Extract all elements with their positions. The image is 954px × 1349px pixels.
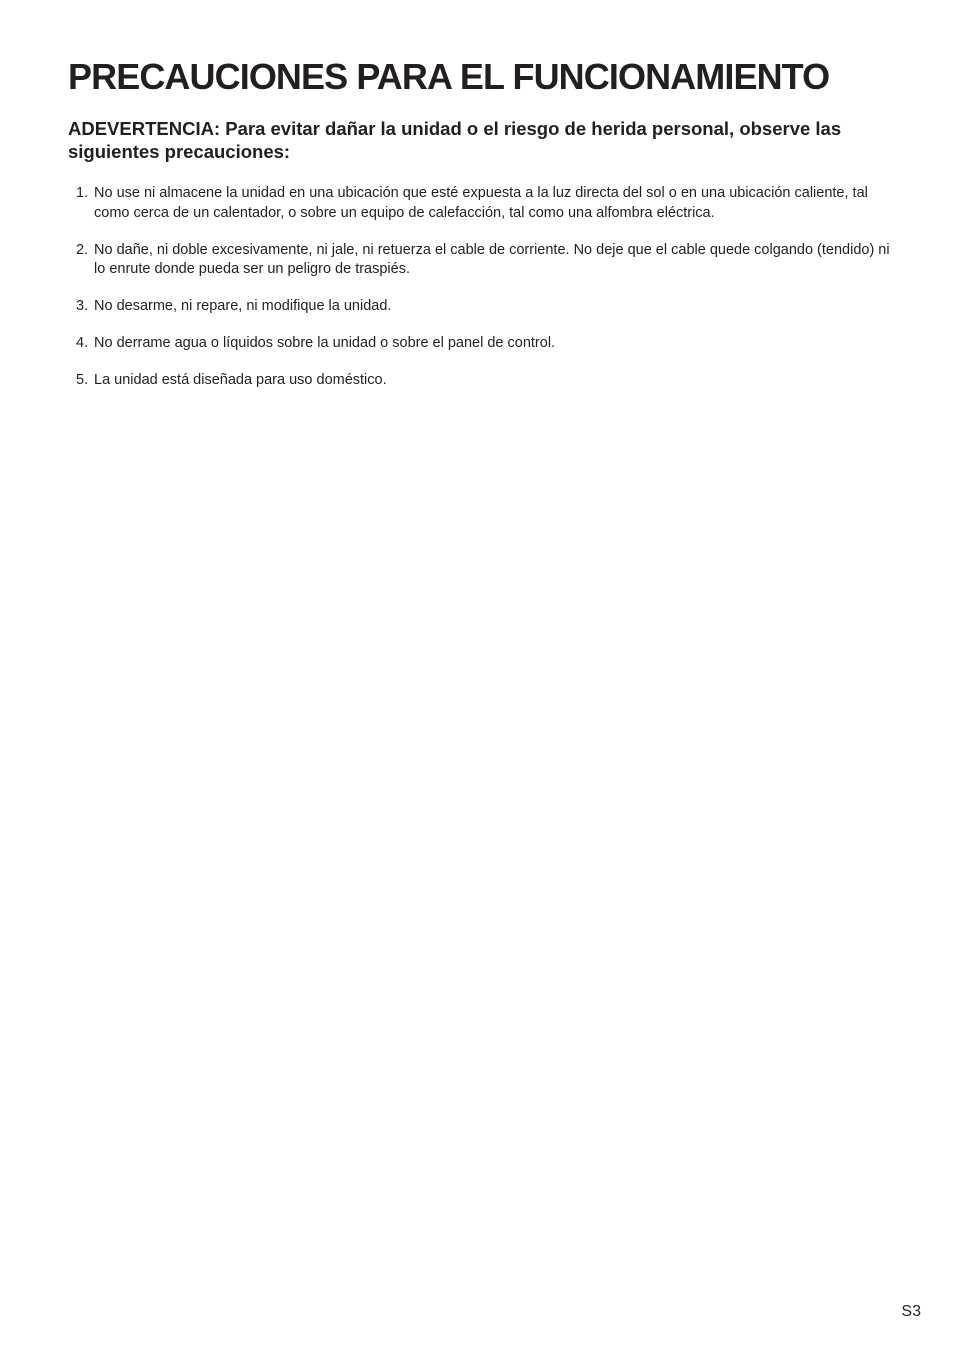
precaution-item-3 bbox=[76, 297, 896, 317]
item-number: 4. bbox=[76, 335, 89, 351]
precaution-item-4 bbox=[76, 334, 896, 354]
precaution-item-5 bbox=[76, 371, 896, 391]
precaution-list bbox=[76, 184, 896, 408]
warning-statement: ADEVERTENCIA: Para evitar dañar la unidad o el riesgo de herida personal, observe las siguientes precauciones: bbox=[68, 118, 842, 162]
item-number: 5. bbox=[76, 372, 89, 388]
item-text: No dañe, ni doble excesivamente, ni jale, ni retuerza el cable de corriente. No deje que el cable quede colgando (tendido) ni lo enrute donde pueda ser un peligro de traspiés. bbox=[94, 241, 890, 277]
page-number: S3 bbox=[901, 1303, 921, 1320]
precaution-item-1 bbox=[76, 184, 896, 223]
item-number: 1. bbox=[76, 185, 89, 201]
item-text: No derrame agua o líquidos sobre la unidad o sobre el panel de control. bbox=[94, 335, 556, 351]
item-text: No use ni almacene la unidad en una ubicación que esté expuesta a la luz directa del sol o en una ubicación caliente, tal como cerca de un calentador, o sobre un equipo de calefacción, tal como una alfombra eléctrica. bbox=[94, 185, 868, 221]
item-text: No desarme, ni repare, ni modifique la unidad. bbox=[94, 298, 392, 314]
page-title: PRECAUCIONES PARA EL FUNCIONAMIENTO bbox=[68, 56, 830, 97]
item-number: 3. bbox=[76, 298, 89, 314]
item-text: La unidad está diseñada para uso doméstico. bbox=[94, 372, 387, 388]
precaution-item-2 bbox=[76, 241, 896, 280]
item-number: 2. bbox=[76, 241, 89, 258]
